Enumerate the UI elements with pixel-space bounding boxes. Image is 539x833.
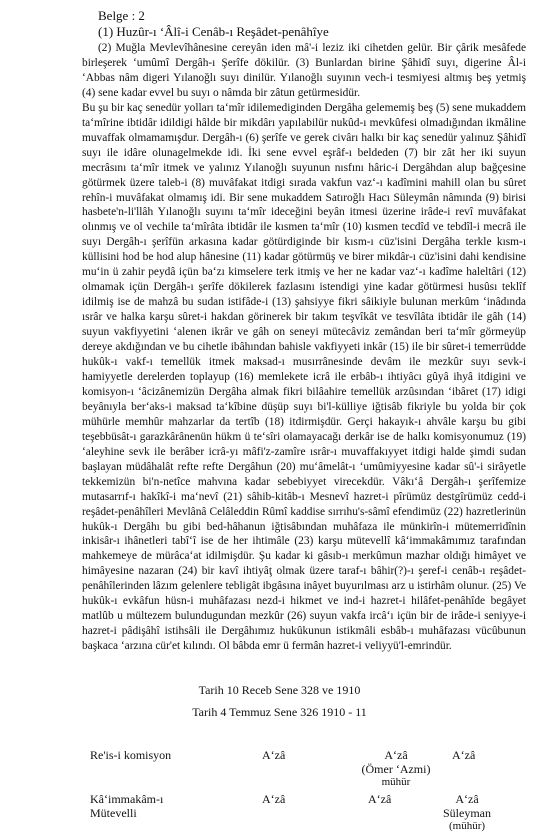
signature-member-name: Süleyman	[443, 806, 491, 820]
signature-member-suleyman	[432, 792, 502, 833]
signature-role-commission-head: Re'is-i komisyon	[90, 748, 172, 762]
signature-member: Aʻzâ	[452, 748, 476, 762]
signature-member-title: Aʻzâ	[384, 748, 408, 762]
signature-member-omer-azmi	[356, 748, 436, 789]
paragraph: (2) Muğla Mevlevîhânesine cereyân iden mâ'-i leziz iki cihetden gelür. Bir çârik mesâfede birleşerek ʻumûmî Dergâh-ı Şerîfe dökilür. (3) Bunlardan birine Şâhidî suyı, digerine Âl-i ʻAbbas nâm digeri Yılanoğlı suyı dinilür. Yılanoğlı suyının vech-i tesmiyesi altmış beş yetmiş (4) sene kadar evvel bu suyı o nâmda bir zâtun getürmesidür.	[82, 42, 526, 99]
seal-label: mühür	[381, 776, 411, 788]
signature-member-title: Aʻzâ	[455, 792, 479, 806]
signature-member: Aʻzâ	[262, 748, 286, 762]
seal-label: (mühür)	[448, 820, 486, 832]
signature-member: Aʻzâ	[262, 792, 286, 806]
document-addressee: (1) Huzûr-ı ʻÂlî-i Cenâb-ı Reşâdet-penâhîye	[98, 24, 329, 39]
document-number: Belge : 2	[98, 8, 145, 23]
signature-member-name: (Ömer ʻAzmi)	[361, 762, 431, 776]
date-line-1: Tarih 10 Receb Sene 328 ve 1910	[198, 683, 361, 697]
signature-role-line: Kâʻimmakâm-ı	[90, 792, 164, 806]
signature-role-line: Mütevelli	[90, 806, 137, 820]
signature-role-trustee	[90, 792, 163, 820]
date-line-2: Tarih 4 Temmuz Sene 326 1910 - 11	[192, 705, 367, 719]
document-body	[82, 41, 526, 654]
signature-member: Aʻzâ	[368, 792, 392, 806]
paragraph: Bu şu bir kaç senedür yolları taʻmîr idilemediginden Dergâha gelememiş beş (5) sene mukaddem taʻmîrine ibtidâr idildigi hâlde bir mikdârı yapılabilür nukûd-ı mevkûfesi olmadığından ikmâline muvaffak olmamamışdur. Dergâh-ı (6) şerîfe ve gerek civârı halkı bir kaç senedür yalınuz Şâhidî suyı ile idâre olunagelmekde idi. İki sene evvel eşrâf-ı beldeden (7) bir zât her iki suyun mecrâsını taʻmîr itmek ve yalınız Yılanoğlı suyunun nısfını hâric-i Dergâhdan alup bağçesine götürmek üzere taleb-i (8) muvâfakat itdigi sırada vakfun vazʻ-ı kadîmini mahill olan bu sûret rehîn-i muvâfakat olmamış idi. Bir sene mukaddem Satıroğlı Hacı Süleymân nâmında (9) birisi hasbete'n-li'llâh Yılanoğlı suyını taʻmîr ideceğini beyân itmesi üzerine irâde-i revî muvâfakat olınmış ve ol vechile taʻmîrâta ibtidâr ile kısmen taʻmîr (10) kısmen tecdîd ve tebdîl-i mecrâ ile suyı Dergâh-ı şerîfün arkasına kadar götürdiginde bir kısm-ı cüz'isini Dergâha terkle kısm-ı küllisini hod be hod alup hânesine (11) kadar götürmüş ve birer mikdâr-ı cüz'isini dahi kendisine muʻin ü zahir peydâ içün baʻzı kimselere terk itmiş ve her ne kadar vazʻ-ı kadîme haleltâri (12) olmamak içün Dergâh-ı şerîfe dökilerek fazlasını istendigi yine kadar götürmesi husûsı teklîf idilmiş ise de mahzâ bu sudan istifâde-i (13) şahsiyye fikri sâikiyle bulunan merkûm ʻinâdında ısrâr ve halka karşu sûret-i hakdan görinerek bir takım teşvîkât ve tesvîlâta ibtidâr ile gâh (14) suyun vakfiyyetini ʻalenen ikrâr ve gâh on seneyi mütecâviz zemândan beri taʻmîr görmeyüp dereye akdığından ve bu cihetle ibâhından bahisle vakfiyyeti inkâr (15) ile bir sûret-i temerrüdde hukûk-ı vakf-ı temellük itmek maksad-ı musırrânesinde devâm ile mezkûr suyı sevk-i hamiyyetle derelerden toplayup (16) memlekete icrâ ile erbâb-ı ihtiyâcı gûyâ ihyâ itdigini ve komisyon-ı ʻâcizânemizün Dergâha almak fikri bilâahire temellük arzûsından ʻibâret (17) idigi beyânıyla berʻaks-i maksad taʻkîbine düşüp suyı bi'l-külliye iğtisâb fikriyle bu yolda bir çok mühürle memhûr mahzarlar da tertîb (18) itdirmişdür. Gerçi hakayık-ı ahvâle karşu bu gibi teşebbüsât-ı garazkârânenün hükm ü teʻsîri olamayacağı derkâr ise de halkı komisyonumuz (19) ʻaleyhine sevk ile berâber icrâ-yı mâfi'z-zamîre ısrâr-ı muvaffakıyyet itdigi halde şimdi sudan başlayan müdâhalât refte refte Dergâhun (20) muʻâmelât-ı ʻumûmiyyesine kadar sû'-i sirâyetle tekkemizün bi'n-netîce mahvına kadar sebebiyyet virecekdür. Vâkıʻâ Dergâh-ı şerîfemize mutasarrıf-ı hakîkî-i maʻnevî (21) sâhib-kitâb-ı Mesnevî hazret-i pîrümüz destgîrümüz cedd-i reşâdet-penâhîleri Mevlânâ Celâleddin Rûmî kaddise sırrıhu's-sâmî efendimüz (22) hazretlerinün hukûk-ı Dergâhı bu gibi bed-hâhanun iğtisâbından muhâfaza ile münkirîn-i mütemerridînin inkisâr-ı ihânetleri tabîʻî ise de her ihtimâle (23) karşu mütevellî kâʻimmakâmımız tarafından mahkemeye de mürâcaʻat idilmişdür. Şu kadar ki gâsıb-ı merkûmun mazhar oldığı himâyet ve himâyesine nazaran (24) bir kavî ihtiyâţ olmak üzere taraf-ı bâhir(?)-ı şeref-i cenâb-ı reşâdet-penâhîlerinden lâzım gelenlere tebligât ibgâsına inâyet buyurılması arz u istirhâm olunur. (25) Ve hukûk-ı evkâfun hüsn-i muhâfazası nezd-i hikmet ve ind-i hazret-i hilâfet-penâhîde begâyet matlûb u mültezem bulundugundan mezkûr (26) suyun vakfa ircâʻı içün bir de irâde-i seniyye-i hazret-i pâdişâhî istihsâli ile Dergâhımız hukûkunun istikmâli esbâb-ı muhâfazası vücûbunun başkaca ʻarzına cür'et kılındı. Ol bâbda emr ü fermân hazret-i veliyyü'l-emrindür.	[82, 101, 526, 653]
